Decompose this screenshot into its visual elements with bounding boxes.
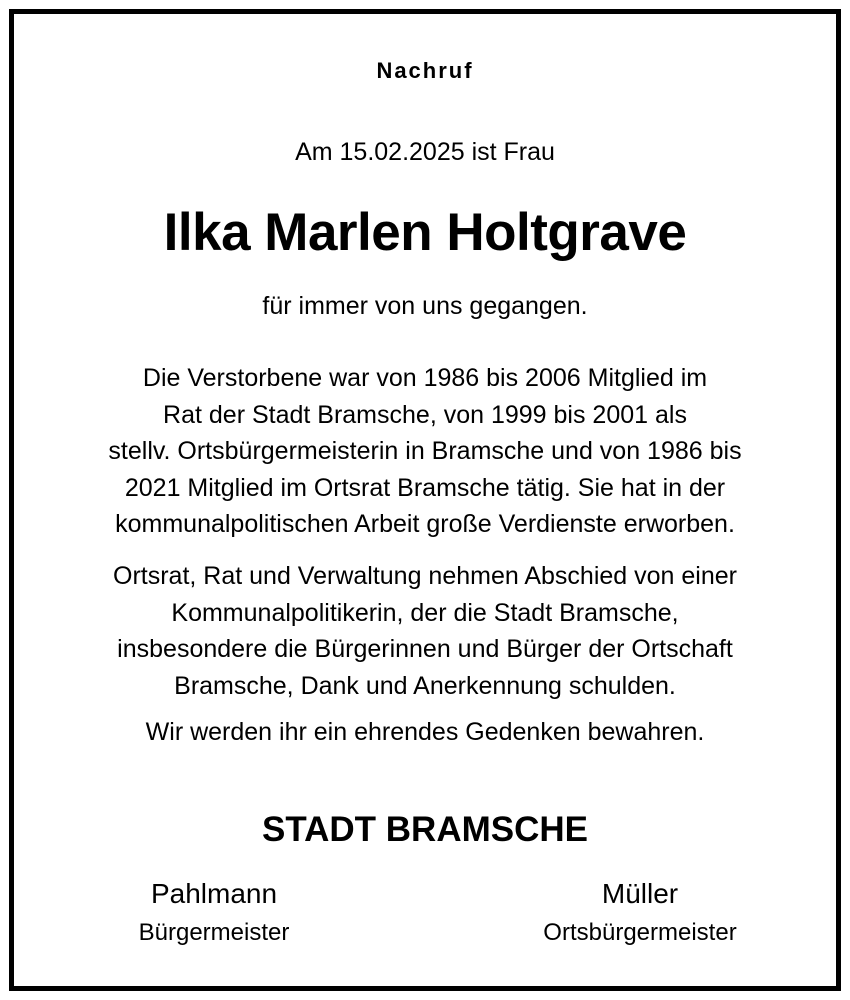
deceased-name: Ilka Marlen Holtgrave [163,203,687,262]
farewell-paragraph [14,558,836,704]
paragraph-line: Rat der Stadt Bramsche, von 1999 bis 2001 als [163,400,687,429]
obituary-heading: Nachruf [376,58,474,83]
biography-paragraph [14,360,836,543]
signer-name-left: Pahlmann [150,878,278,909]
closing-line: Wir werden ihr ein ehrendes Gedenken bewahren. [145,718,705,746]
signer-title-left: Bürgermeister [138,919,290,946]
paragraph-line: insbesondere die Bürgerinnen und Bürger der Ortschaft [117,635,733,663]
paragraph-line: Ortsrat, Rat und Verwaltung nehmen Abschied von einer [113,562,737,590]
passing-line: für immer von uns gegangen. [262,292,588,320]
obituary-frame [9,9,841,991]
paragraph-line: stellv. Ortsbürgermeisterin in Bramsche und von 1986 bis [108,437,742,465]
signer-title-right: Ortsbürgermeister [543,919,737,946]
paragraph-line: Bramsche, Dank und Anerkennung schulden. [174,671,676,700]
signer-name-right: Müller [601,878,679,909]
intro-line: Am 15.02.2025 ist Frau [295,138,555,166]
paragraph-line: 2021 Mitglied im Ortsrat Bramsche tätig. Sie hat in der [124,473,726,502]
paragraph-line: Kommunalpolitikerin, der die Stadt Bramsche, [171,598,679,627]
paragraph-line: kommunalpolitischen Arbeit große Verdienste erworben. [115,510,735,538]
paragraph-line: Die Verstorbene war von 1986 bis 2006 Mitglied im [142,364,708,392]
organization-name: STADT BRAMSCHE [261,810,588,849]
